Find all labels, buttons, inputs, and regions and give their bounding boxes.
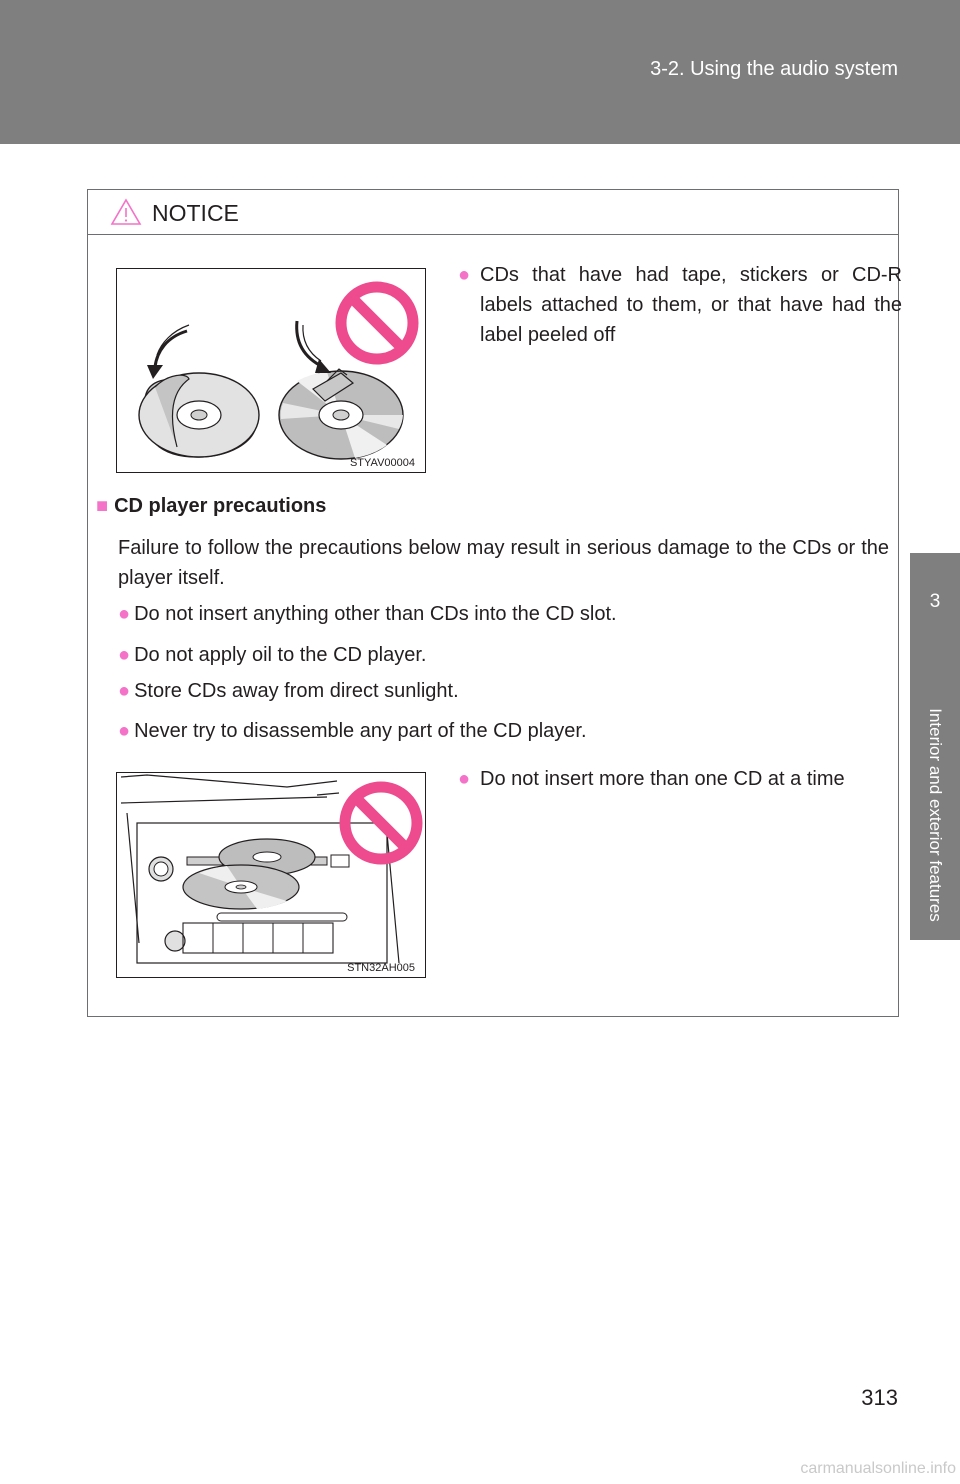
figure-id: STN32AH005 bbox=[347, 962, 415, 974]
notice-header bbox=[88, 190, 898, 235]
prohibition-sign-icon bbox=[341, 287, 413, 359]
cd-illustration bbox=[117, 269, 425, 472]
list-item bbox=[118, 676, 459, 706]
bullet-dot-icon: ● bbox=[118, 680, 131, 702]
bullet-dot-icon: ● bbox=[458, 264, 471, 286]
bullet-one-cd bbox=[458, 764, 902, 794]
cd-player-illustration bbox=[117, 773, 425, 977]
figure-cd-player bbox=[116, 772, 426, 978]
figure-damaged-cds bbox=[116, 268, 426, 473]
section-heading bbox=[96, 495, 326, 518]
list-item bbox=[118, 640, 426, 670]
square-bullet-icon: ■ bbox=[96, 495, 109, 517]
footer-watermark: carmanualsonline.info bbox=[800, 1460, 956, 1477]
list-item-text: Do not insert anything other than CDs into the CD slot. bbox=[134, 603, 617, 625]
list-item bbox=[118, 599, 617, 629]
section-heading-text: CD player precautions bbox=[114, 495, 327, 517]
figure-id: STYAV00004 bbox=[349, 457, 415, 469]
list-item-text: Do not apply oil to the CD player. bbox=[134, 644, 427, 666]
list-item-text: Store CDs away from direct sunlight. bbox=[134, 680, 459, 702]
bullet-dot-icon: ● bbox=[118, 720, 131, 742]
page-number: 313 bbox=[861, 1385, 898, 1410]
section-title: 3-2. Using the audio system bbox=[650, 58, 898, 80]
bullet-text: CDs that have had tape, stickers or CD-R labels attached to them, or that have had the label peeled off bbox=[480, 264, 902, 346]
bullet-text: Do not insert more than one CD at a time bbox=[480, 768, 845, 790]
bullet-dot-icon: ● bbox=[118, 644, 131, 666]
bullet-damaged-cds bbox=[458, 260, 902, 350]
chapter-title: Interior and exterior features bbox=[926, 708, 945, 922]
list-item bbox=[118, 716, 587, 746]
list-item-text: Never try to disassemble any part of the CD player. bbox=[134, 720, 587, 742]
warning-triangle-icon bbox=[110, 198, 142, 226]
chapter-number: 3 bbox=[929, 591, 941, 612]
page-header bbox=[0, 0, 960, 144]
notice-label: NOTICE bbox=[152, 200, 239, 226]
bullet-dot-icon: ● bbox=[118, 603, 131, 625]
precautions-paragraph: Failure to follow the precautions below may result in serious damage to the CDs or the player itself. bbox=[118, 537, 889, 589]
chapter-side-tab bbox=[910, 553, 960, 940]
bullet-dot-icon: ● bbox=[458, 768, 471, 790]
